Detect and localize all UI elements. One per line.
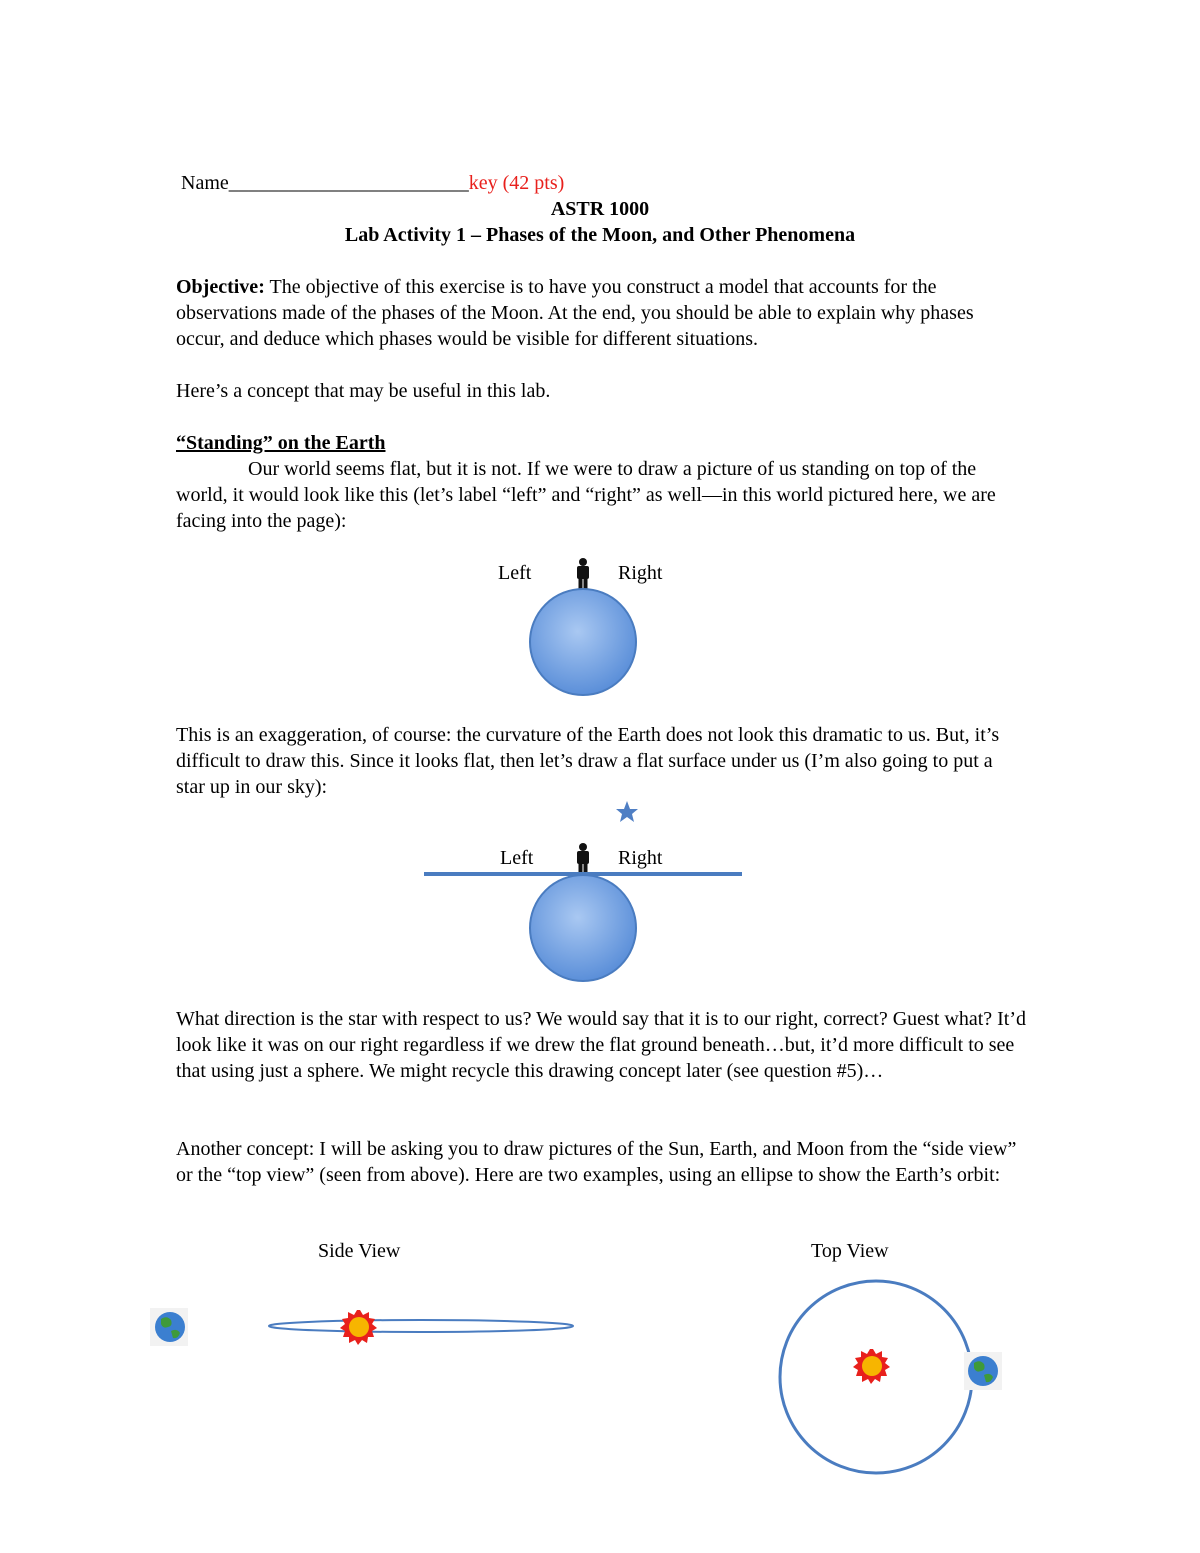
lab-title: Lab Activity 1 – Phases of the Moon, and Other Phenomena bbox=[344, 224, 856, 246]
figure1-left-label: Left bbox=[498, 562, 532, 584]
globe-icon bbox=[530, 875, 636, 981]
figure2-right-label: Right bbox=[618, 847, 663, 869]
objective-text: The objective of this exercise is to have you construct a model that accounts for the observations made of the phases of the Moon. At the end, you should be able to explain why phases occur, and deduce which phases would be visible for different situations. bbox=[176, 276, 974, 350]
name-line bbox=[181, 170, 564, 196]
concept-intro: Here’s a concept that may be useful in this lab. bbox=[176, 380, 551, 402]
sun-icon bbox=[853, 1349, 890, 1384]
earth-orbit-ellipse bbox=[269, 1320, 573, 1332]
name-blank: ________________________ bbox=[228, 172, 469, 194]
figure1-right-label: Right bbox=[618, 562, 663, 584]
top-view-diagram bbox=[780, 1278, 1010, 1478]
standing-paragraph-2: This is an exaggeration, of course: the curvature of the Earth does not look this dramatic to us. But, it’s difficult to draw this. Since it looks flat, then let’s draw a flat surface under us (I’m also going to put a star up in our sky): bbox=[176, 724, 1000, 798]
globe-icon bbox=[530, 589, 636, 695]
person-icon bbox=[577, 843, 589, 874]
earth-icon bbox=[964, 1352, 1002, 1390]
sun-icon bbox=[340, 1310, 377, 1345]
course-title: ASTR 1000 bbox=[550, 198, 650, 220]
side-view-label: Side View bbox=[318, 1240, 401, 1262]
standing-paragraph-1: Our world seems flat, but it is not. If we were to draw a picture of us standing on top of the world, it would look like this (let’s label “left” and “right” as well—in this world pictured here, we are facing into the page): bbox=[176, 458, 996, 532]
side-view-diagram bbox=[148, 1300, 578, 1360]
name-label: Name bbox=[181, 172, 229, 194]
figure2-flat-ground-diagram bbox=[420, 798, 750, 983]
earth-icon bbox=[150, 1308, 188, 1346]
star-icon bbox=[616, 801, 638, 822]
objective-label: Objective: bbox=[176, 276, 265, 298]
standing-paragraph-4: Another concept: I will be asking you to draw pictures of the Sun, Earth, and Moon from the “side view” or the “top view” (seen from above). Here are two examples, using an ellipse to show the Earth’s orbit: bbox=[176, 1138, 1017, 1186]
figure2-left-label: Left bbox=[500, 847, 534, 869]
standing-heading: “Standing” on the Earth bbox=[176, 432, 386, 454]
top-view-label: Top View bbox=[811, 1240, 889, 1262]
key-label: key (42 pts) bbox=[468, 172, 565, 194]
figure1-globe-diagram bbox=[520, 554, 650, 704]
person-icon bbox=[577, 558, 589, 590]
objective-paragraph bbox=[176, 274, 1026, 352]
standing-paragraph-3: What direction is the star with respect to us? We would say that it is to our right, correct? Guest what? It’d look like it was on our right regardless if we drew the flat ground beneath…but, it’d more difficult to see that using just a sphere. We might recycle this drawing concept later (see question #5)… bbox=[176, 1008, 1027, 1082]
